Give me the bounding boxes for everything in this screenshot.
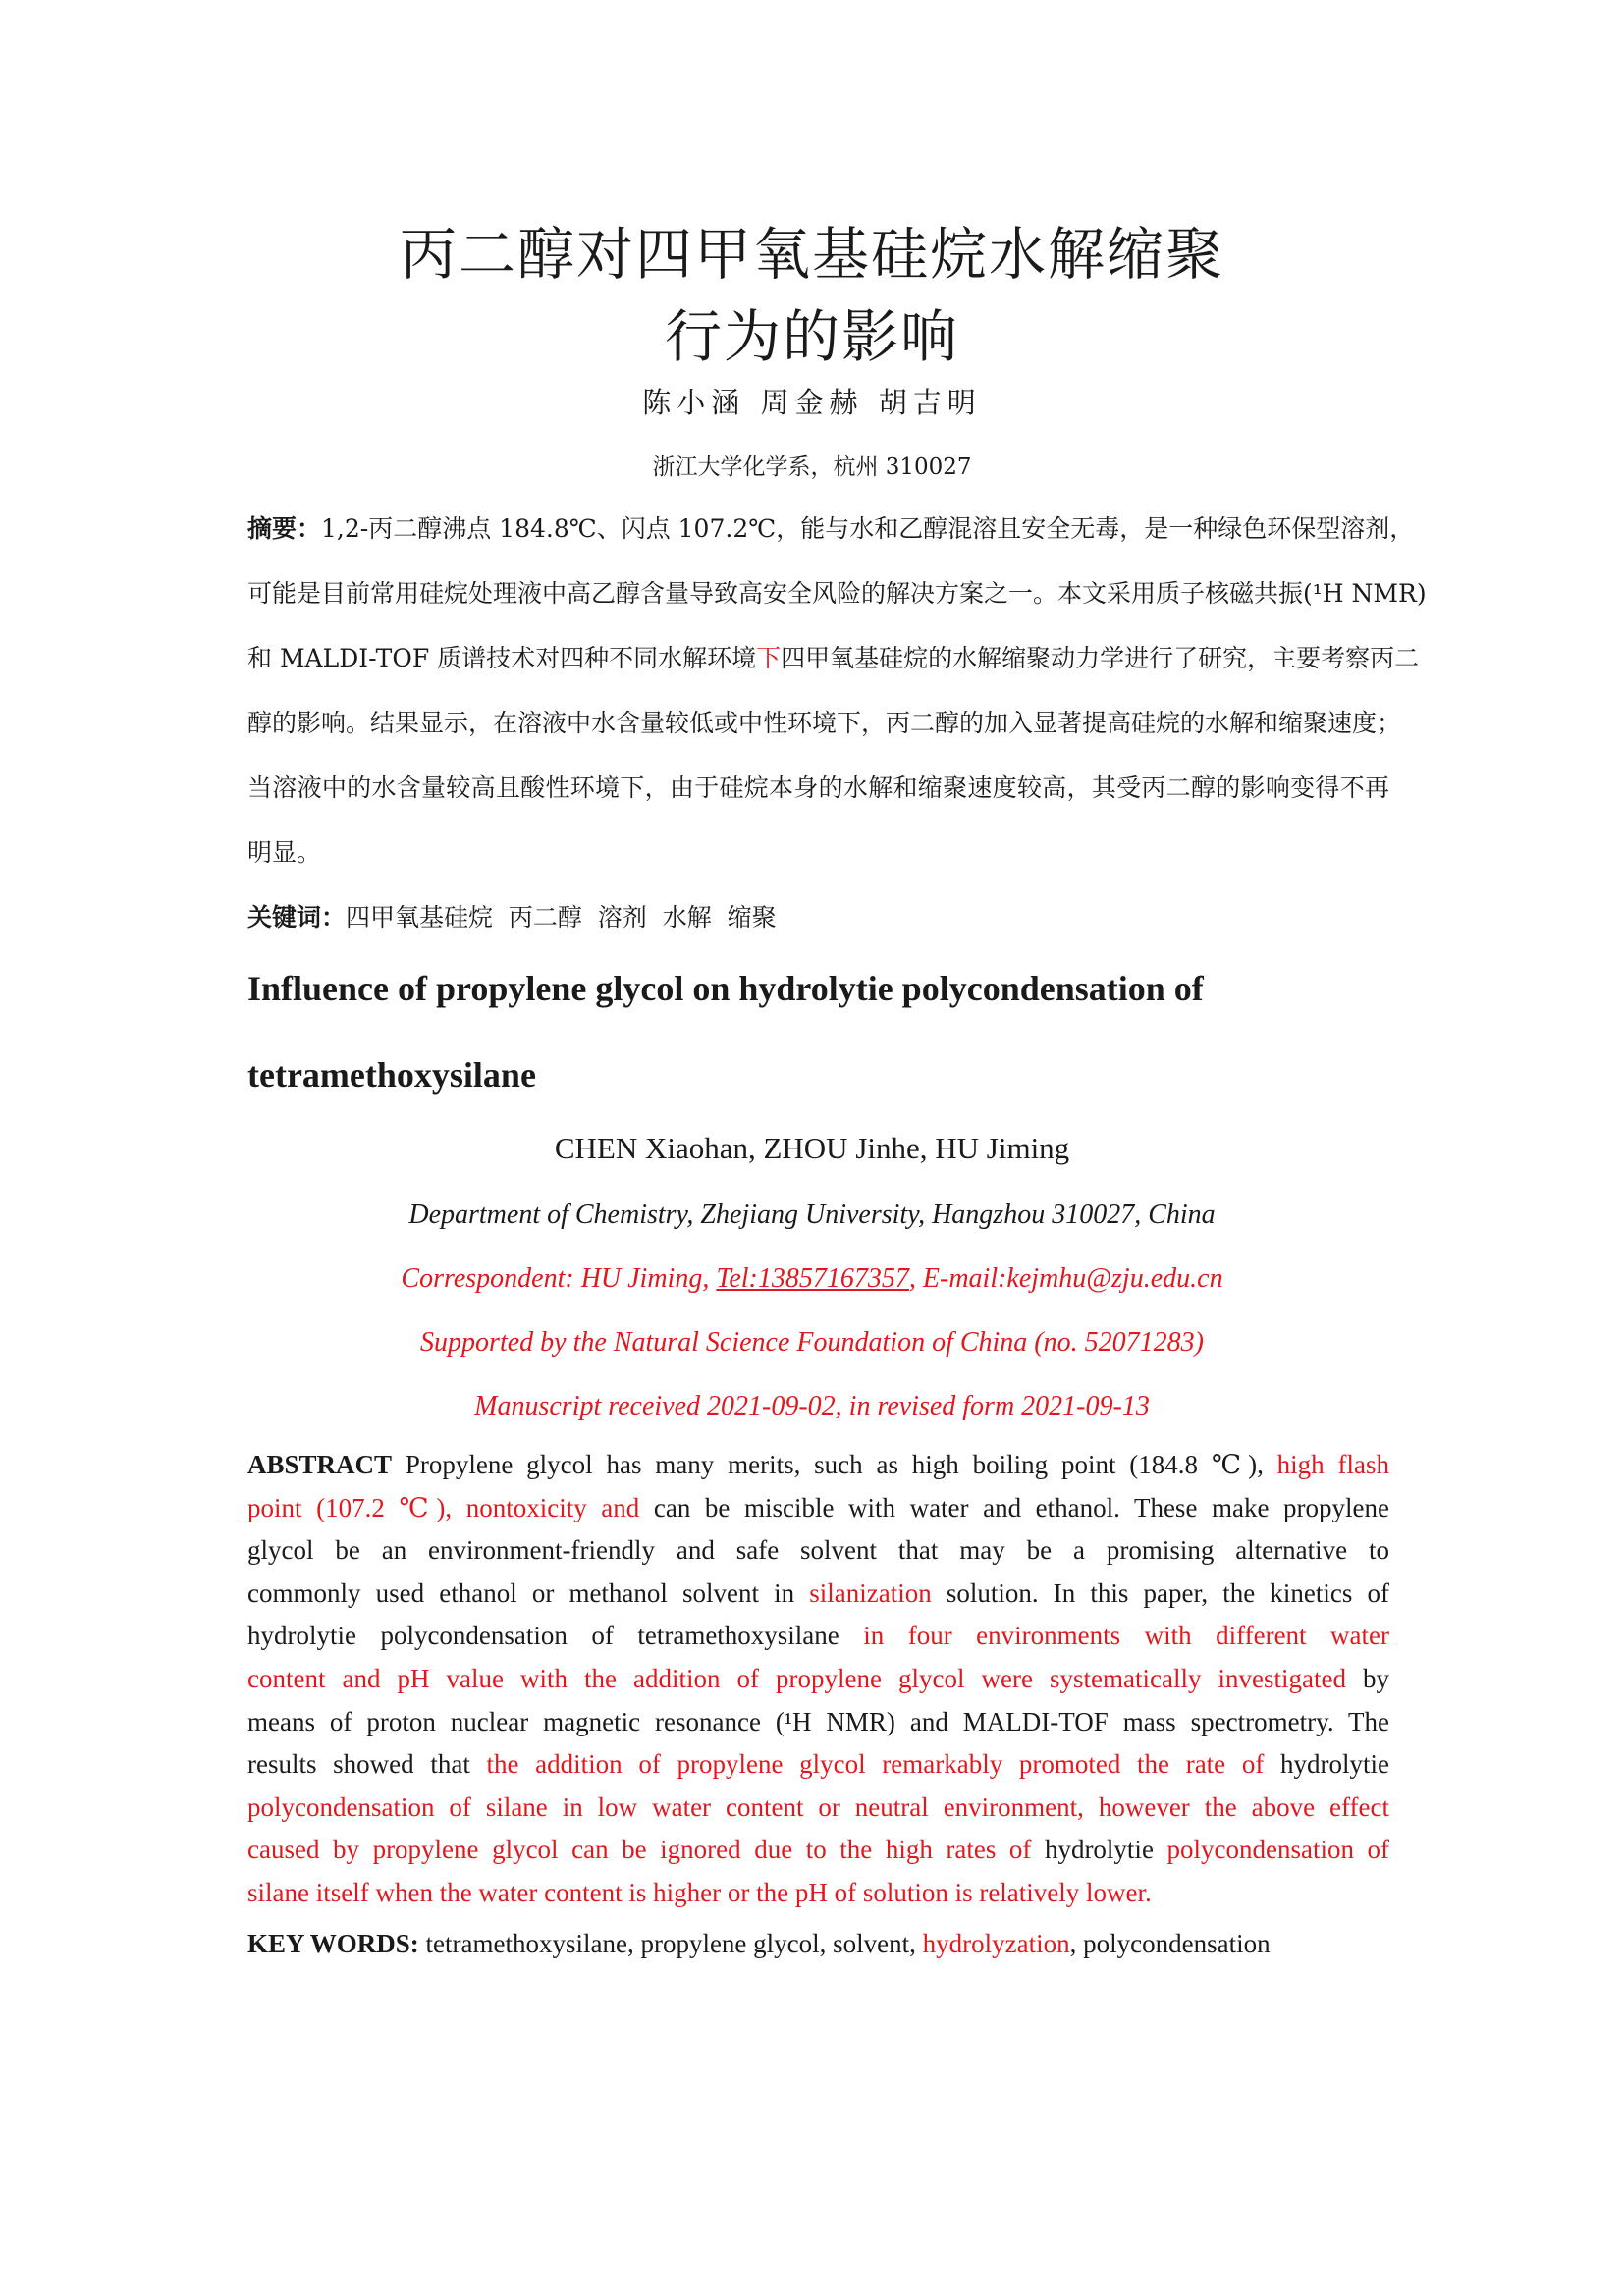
title-en-line1: Influence of propylene glycol on hydrolytie polycondensation of [247, 969, 1204, 1008]
highlighted-text: the addition of propylene glycol remarkably promoted the rate of [486, 1749, 1265, 1780]
abstract-line [247, 1447, 1389, 1482]
abstract-line [247, 1575, 1389, 1611]
abstract-line [247, 1490, 1389, 1525]
abstract-line [247, 512, 1415, 546]
keywords-en-label: KEY WORDS: [247, 1929, 419, 1958]
text-segment: means of proton nuclear magnetic resonance (¹H NMR) and MALDI-TOF mass spectrometry. The [247, 1706, 1389, 1736]
abstract-line [247, 577, 1427, 611]
affiliation-cn: 浙江大学化学系，杭州 310027 [652, 454, 972, 480]
text-segment: commonly used ethanol or methanol solvent in [247, 1577, 810, 1608]
authors-cn: 陈小涵 周金赫 胡吉明 [642, 386, 982, 419]
text-segment: can be miscible with water and ethanol. These make propylene [639, 1492, 1389, 1522]
text-segment: hydrolytie [1264, 1749, 1389, 1780]
keywords-cn-text: 四甲氧基硅烷 丙二醇 溶剂 水解 缩聚 [346, 903, 777, 932]
abstract-label: ABSTRACT [247, 1450, 393, 1479]
funding-note: Supported by the Natural Science Foundation of China (no. 52071283) [420, 1327, 1204, 1358]
keywords-en-pre: tetramethoxysilane, propylene glycol, solvent, [418, 1929, 923, 1958]
tel-link[interactable]: Tel:13857167357 [716, 1263, 909, 1294]
text-segment: glycol be an environment-friendly and safe solvent that may be a promising alternative to [247, 1535, 1389, 1566]
text-segment: 和 MALDI-TOF 质谱技术对四种不同水解环境 [247, 644, 757, 672]
keywords-cn-label: 关键词： [247, 903, 347, 932]
text-segment: results showed that [247, 1749, 487, 1780]
highlighted-text: silane itself when the water content is higher or the pH of solution is relatively lower. [247, 1878, 1152, 1907]
keywords-en-post: , polycondensation [1069, 1929, 1271, 1958]
text-segment: 明显。 [247, 838, 322, 867]
text-segment: by [1345, 1664, 1390, 1693]
abstract-line [247, 1832, 1389, 1867]
title-cn-line1: 丙二醇对四甲氧基硅烷水解缩聚 [399, 221, 1224, 288]
title-en-line2: tetramethoxysilane [247, 1055, 536, 1095]
text-segment: hydrolytie [1031, 1835, 1167, 1865]
abstract-label: 摘要： [247, 514, 322, 543]
text-segment: 当溶液中的水含量较高且酸性环境下，由于硅烷本身的水解和缩聚速度较高，其受丙二醇的影响变得不再 [247, 774, 1389, 802]
abstract-line [247, 1875, 1389, 1910]
highlighted-text: content and pH value with the addition of propylene glycol were systematically investigated [247, 1664, 1346, 1693]
text-segment: 可能是目前常用硅烷处理液中高乙醇含量导致高安全风险的解决方案之一。本文采用质子核磁共振(¹H NMR) [247, 579, 1427, 608]
highlighted-text: 下 [756, 644, 782, 672]
keywords-en-highlight: hydrolyzation [922, 1929, 1070, 1958]
text-segment: hydrolytie polycondensation of tetramethoxysilane [247, 1621, 864, 1651]
authors-en: CHEN Xiaohan, ZHOU Jinhe, HU Jiming [554, 1131, 1070, 1165]
highlighted-text: high flash [1276, 1450, 1389, 1479]
text-segment: Propylene glycol has many merits, such as high boiling point (184.8 ℃), [392, 1450, 1277, 1479]
abstract-line [247, 1532, 1389, 1568]
text-segment: 1,2-丙二醇沸点 184.8℃、闪点 107.2℃，能与水和乙醇混溶且安全无毒，是一种绿色环保型溶剂， [321, 514, 1415, 543]
highlighted-text: point (107.2 ℃), nontoxicity and [247, 1492, 640, 1522]
keywords-en [247, 1929, 1271, 1959]
highlighted-text: caused by propylene glycol can be ignored due to the high rates of [247, 1835, 1032, 1865]
abstract-line [247, 707, 1402, 740]
highlighted-text: silanization [809, 1577, 932, 1608]
text-segment: 醇的影响。结果显示，在溶液中水含量较低或中性环境下，丙二醇的加入显著提高硅烷的水解和缩聚速度； [247, 709, 1402, 737]
title-cn-line2: 行为的影响 [664, 303, 959, 370]
abstract-line [247, 1618, 1389, 1653]
abstract-line [247, 1661, 1389, 1696]
abstract-line [247, 836, 1389, 870]
abstract-line [247, 1704, 1389, 1739]
text-segment: 四甲氧基硅烷的水解缩聚动力学进行了研究，主要考察丙二 [781, 644, 1420, 672]
abstract-line [247, 1789, 1389, 1825]
correspondent [0, 1263, 1624, 1295]
department-en: Department of Chemistry, Zhejiang University, Hangzhou 310027, China [408, 1200, 1216, 1230]
abstract-line [247, 1746, 1389, 1782]
keywords-cn [247, 898, 777, 934]
email: , E-mail:kejmhu@zju.edu.cn [908, 1263, 1223, 1294]
highlighted-text: polycondensation of [1166, 1835, 1389, 1865]
abstract-line [247, 772, 1389, 805]
highlighted-text: in four environments with different water [863, 1621, 1389, 1651]
abstract-line [247, 642, 1420, 675]
correspondent-name: Correspondent: HU Jiming, [401, 1263, 717, 1294]
manuscript-dates: Manuscript received 2021-09-02, in revised form 2021-09-13 [474, 1391, 1150, 1421]
highlighted-text: polycondensation of silane in low water content or neutral environment, however the above effect [247, 1791, 1389, 1822]
text-segment: solution. In this paper, the kinetics of [931, 1577, 1389, 1608]
